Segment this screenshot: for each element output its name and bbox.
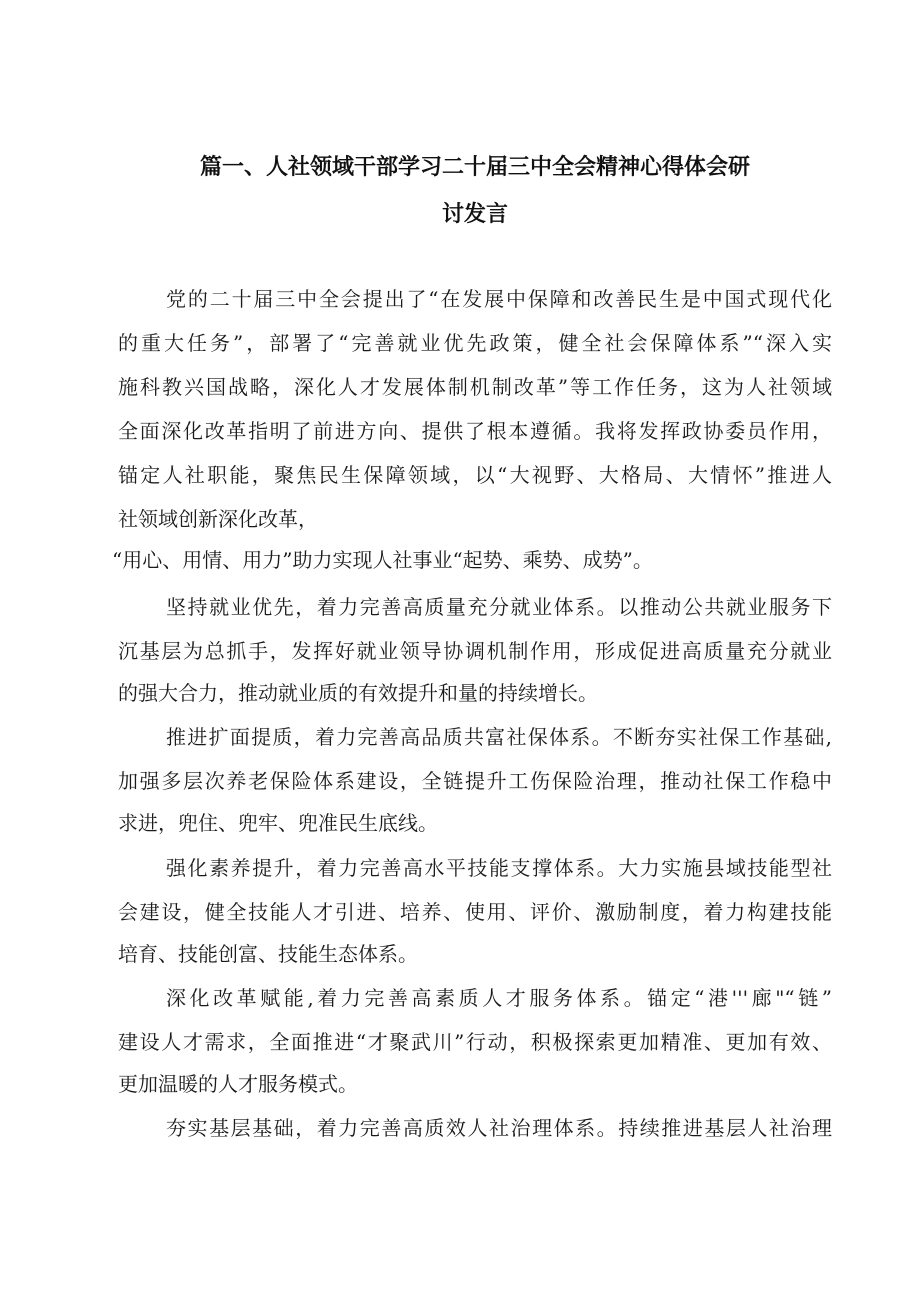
body-line: 的重大任务”，部署了“完善就业优先政策，健全社会保障体系”“深入实: [118, 331, 832, 355]
body-line: 的强大合力，推动就业质的有效提升和量的持续增长。: [118, 681, 598, 705]
body-line: 建设人才需求，全面推进“才聚武川”行动，积极探索更加精准、更加有效、: [118, 1030, 832, 1054]
document-title-line-1: 篇一、人社领域干部学习二十届三中全会精神心得体会研: [199, 155, 750, 180]
body-line: 社领域创新深化改革，: [118, 507, 318, 531]
body-line: 夯实基层基础，着力完善高质效人社治理体系。持续推进基层人社治理: [166, 1116, 832, 1140]
document-title-line-2: 讨发言: [441, 202, 508, 227]
body-line: 会建设，健全技能人才引进、培养、使用、评价、激励制度，着力构建技能: [118, 900, 832, 924]
body-line: 求进，兜住、兜牢、兜准民生底线。: [118, 811, 438, 835]
body-line: 党的二十届三中全会提出了“在发展中保障和改善民生是中国式现代化: [166, 287, 832, 311]
body-line: 沉基层为总抓手，发挥好就业领导协调机制作用，形成促进高质量充分就业: [118, 639, 832, 663]
body-line: “用心、用情、用力”助力实现人社事业“起势、乘势、成势”。: [112, 548, 653, 572]
body-line: 培育、技能创富、技能生态体系。: [118, 942, 418, 966]
body-line: 更加温暖的人才服务模式。: [118, 1072, 358, 1096]
body-line: 施科教兴国战略，深化人才发展体制机制改革”等工作任务，这为人社领域: [118, 375, 832, 399]
body-line: 深化改革赋能,着力完善高素质人才服务体系。锚定“港'''廊"“链”: [166, 986, 832, 1010]
body-line: 加强多层次养老保险体系建设，全链提升工伤保险治理，推动社保工作稳中: [118, 769, 832, 793]
body-line: 全面深化改革指明了前进方向、提供了根本遵循。我将发挥政协委员作用，: [118, 419, 832, 443]
body-line: 坚持就业优先，着力完善高质量充分就业体系。以推动公共就业服务下: [166, 595, 832, 619]
body-line: 推进扩面提质，着力完善高品质共富社保体系。不断夯实社保工作基础,: [166, 725, 832, 749]
body-line: 锚定人社职能，聚焦民生保障领域，以“大视野、大格局、大情怀”推进人: [118, 463, 832, 487]
body-line: 强化素养提升，着力完善高水平技能支撑体系。大力实施县域技能型社: [166, 856, 832, 880]
